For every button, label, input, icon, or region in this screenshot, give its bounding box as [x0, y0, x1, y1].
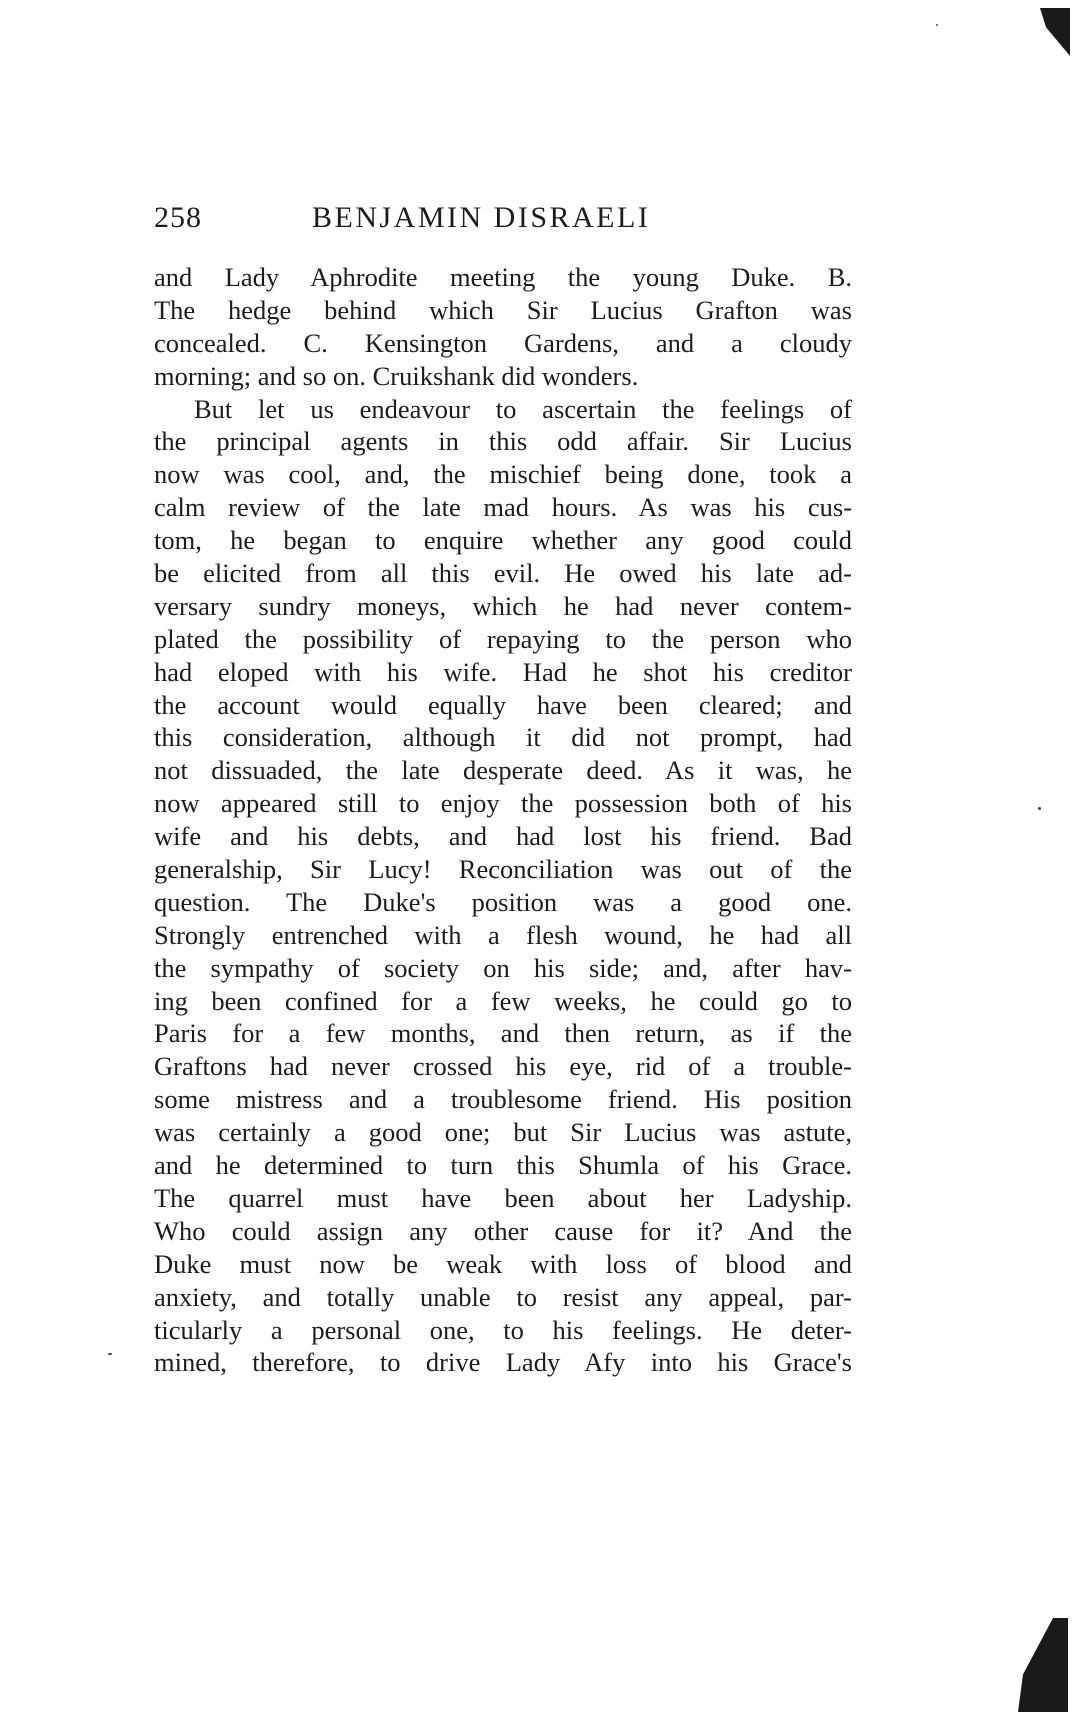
text-line: versary sundry moneys, which he had never contem- — [154, 590, 852, 621]
text-line: now was cool, and, the mischief being done, took a — [154, 459, 852, 490]
text-line: wife and his debts, and had lost his friend. Bad — [154, 821, 852, 852]
body-text — [154, 261, 852, 1379]
scan-edge-mark-top — [1040, 8, 1070, 56]
text-line: Paris for a few months, and then return, as if the — [154, 1018, 852, 1049]
text-line: and he determined to turn this Shumla of his Grace. — [154, 1150, 852, 1181]
text-line: concealed. C. Kensington Gardens, and a cloudy — [154, 327, 852, 358]
text-line: The quarrel must have been about her Ladyship. — [154, 1182, 852, 1213]
text-line: now appeared still to enjoy the possession both of his — [154, 788, 852, 819]
text-line: ing been confined for a few weeks, he could go to — [154, 985, 852, 1016]
page-number: 258 — [154, 201, 202, 234]
text-line: plated the possibility of repaying to the person who — [154, 623, 852, 654]
scan-speck — [936, 24, 938, 26]
text-line: Strongly entrenched with a flesh wound, he had all — [154, 919, 852, 950]
text-line: the principal agents in this odd affair. Sir Lucius — [154, 426, 852, 457]
scan-speck — [108, 1353, 112, 1355]
text-line: the account would equally have been cleared; and — [154, 689, 852, 720]
text-line: morning; and so on. Cruikshank did wonders. — [154, 360, 639, 391]
scan-edge-mark-bottom — [1018, 1618, 1068, 1712]
text-line: calm review of the late mad hours. As was his cus- — [154, 492, 852, 523]
text-line: the sympathy of society on his side; and, after hav- — [154, 952, 852, 983]
text-line: mined, therefore, to drive Lady Afy into his Grace's — [154, 1347, 852, 1378]
text-line: generalship, Sir Lucy! Reconciliation was out of the — [154, 854, 852, 885]
text-line: this consideration, although it did not prompt, had — [154, 722, 852, 753]
paragraph-first-line: But let us endeavour to ascertain the feelings of — [194, 393, 852, 424]
text-line: some mistress and a troublesome friend. His position — [154, 1084, 852, 1115]
text-line: Graftons had never crossed his eye, rid of a trouble- — [154, 1051, 852, 1082]
running-title: BENJAMIN DISRAELI — [312, 201, 651, 234]
text-line: Who could assign any other cause for it? And the — [154, 1215, 852, 1246]
text-line: The hedge behind which Sir Lucius Grafton was — [154, 294, 852, 325]
scan-speck — [1038, 807, 1041, 810]
text-line: Duke must now be weak with loss of blood and — [154, 1248, 852, 1279]
text-line: was certainly a good one; but Sir Lucius was astute, — [154, 1117, 852, 1148]
text-line: anxiety, and totally unable to resist any appeal, par- — [154, 1281, 852, 1312]
text-line: not dissuaded, the late desperate deed. As it was, he — [154, 755, 852, 786]
text-line: had eloped with his wife. Had he shot his creditor — [154, 656, 852, 687]
text-line: and Lady Aphrodite meeting the young Duke. B. — [154, 262, 852, 292]
text-line: ticularly a personal one, to his feelings. He deter- — [154, 1314, 852, 1345]
text-line: be elicited from all this evil. He owed his late ad- — [154, 558, 852, 589]
running-head — [154, 196, 854, 240]
text-line: question. The Duke's position was a good one. — [154, 886, 852, 917]
text-line: tom, he began to enquire whether any good could — [154, 525, 852, 556]
